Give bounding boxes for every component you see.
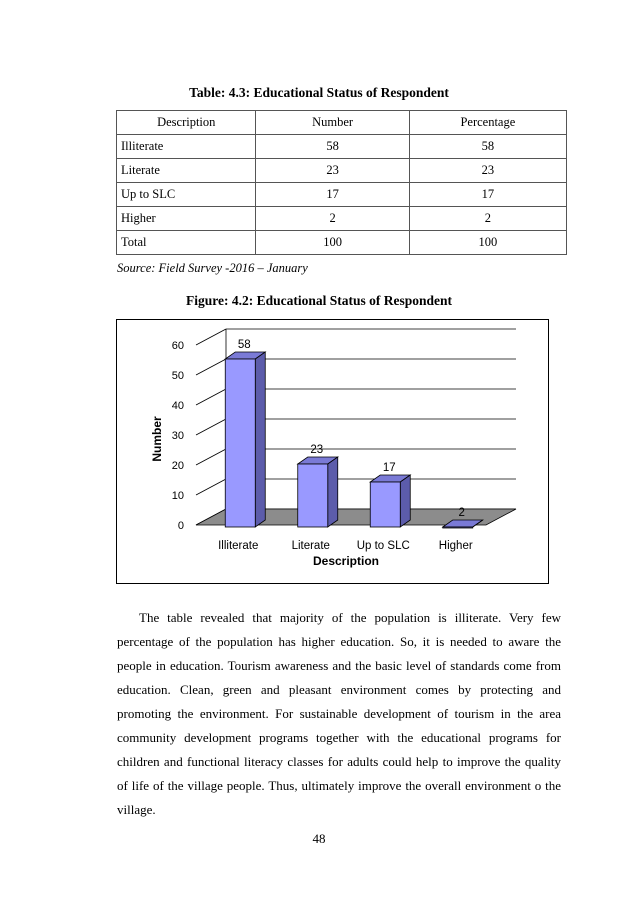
body-paragraph: The table revealed that majority of the population is illiterate. Very few percentage of the population has higher education. So, it is needed to aware the people in education. Tourism awareness and the basic level of standards come from education. Clean, green and pleasant environment comes by protecting and promoting the environment. For sustainable development of tourism in the area community development programs together with the educational programs for children and functional literacy classes for adults could help to improve the quality of life of the village people. Thus, ultimately improve the overall environment o the village. [117,610,561,817]
table-cell: 17 [256,183,409,207]
table-row [117,159,567,183]
educational-status-table [116,110,567,255]
gridline-depth [196,359,226,375]
bar-side [255,352,265,527]
x-tick-label: Higher [438,540,473,552]
table-cell: 58 [409,135,566,159]
page-number: 48 [312,831,326,846]
gridline-depth [196,479,226,495]
table-cell: Total [117,231,256,255]
table-cell: 23 [409,159,566,183]
x-axis-title: Description [312,554,380,568]
table-cell: Illiterate [117,135,256,159]
table-cell: 2 [256,207,409,231]
x-tick-label: Literate [291,540,330,552]
body-text [117,606,561,822]
y-tick-label: 40 [171,400,184,412]
data-label: 2 [458,507,465,519]
x-tick-label: Up to SLC [356,540,410,552]
table-header-cell: Percentage [409,111,566,135]
table-row [117,135,567,159]
y-tick-label: 50 [171,370,184,382]
table-cell: Literate [117,159,256,183]
y-tick-label: 0 [177,520,184,532]
bar [370,482,400,527]
table-cell: 58 [256,135,409,159]
bar [298,464,328,527]
bar-side [400,475,410,527]
bar [225,359,255,527]
y-tick-label: 20 [171,460,184,472]
gridline-depth [196,419,226,435]
table-header-cell: Description [117,111,256,135]
table-cell: 17 [409,183,566,207]
table-cell: Higher [117,207,256,231]
y-tick-label: 10 [171,490,184,502]
y-tick-label: 60 [171,340,184,352]
y-tick-label: 30 [171,430,184,442]
bar-side [328,457,338,527]
table-row [117,207,567,231]
data-label: 17 [382,462,396,474]
bar-chart [116,319,549,584]
gridline-depth [196,449,226,465]
table-cell: 23 [256,159,409,183]
table-header-row [117,111,567,135]
gridline-depth [196,389,226,405]
table-cell: 2 [409,207,566,231]
table-row [117,231,567,255]
table-row [117,183,567,207]
table-cell: Up to SLC [117,183,256,207]
gridline-depth [196,329,226,345]
table-header-cell: Number [256,111,409,135]
table-cell: 100 [409,231,566,255]
y-axis-title: Number [150,416,164,462]
x-tick-label: Illiterate [218,540,259,552]
figure-title: Figure: 4.2: Educational Status of Respondent [185,293,453,308]
table-cell: 100 [256,231,409,255]
table-source-note: Source: Field Survey -2016 – January [117,261,308,275]
data-label: 23 [310,444,324,456]
table-title: Table: 4.3: Educational Status of Respondent [189,85,449,100]
bar [443,527,473,528]
data-label: 58 [237,339,251,351]
